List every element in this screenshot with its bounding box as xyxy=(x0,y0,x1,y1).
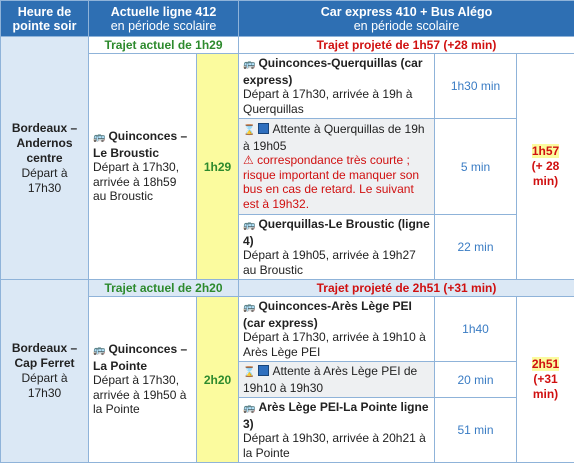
current-route: 🚌 Quinconces – La Pointe Départ à 17h30, arrivée à 19h50 à la Pointe xyxy=(89,297,197,463)
bus-stop-icon xyxy=(258,365,269,376)
projected-total: 2h51 (+31 min) xyxy=(517,297,574,463)
current-total: 2h20 xyxy=(197,297,239,463)
header-projected: Car express 410 + Bus Alégo en période scolaire xyxy=(239,1,574,37)
projected-total: 1h57 (+ 28 min) xyxy=(517,54,574,280)
leg-duration: 22 min xyxy=(435,215,517,280)
current-trip-label: Trajet actuel de 2h20 xyxy=(89,280,239,297)
leg-bus: 🚌 Arès Lège PEI-La Pointe ligne 3) Départ à 19h30, arrivée à 20h21 à la Pointe xyxy=(239,398,435,463)
leg-express: 🚌 Quinconces-Arès Lège PEI (car express) Départ à 17h30, arrivée à 19h10 à Arès Lège PEI xyxy=(239,297,435,362)
bus-icon: 🚌 xyxy=(93,131,105,146)
leg-duration: 51 min xyxy=(435,398,517,463)
bus-icon: 🚌 xyxy=(243,301,255,316)
leg-duration: 20 min xyxy=(435,362,517,398)
current-total: 1h29 xyxy=(197,54,239,280)
bus-icon: 🚌 xyxy=(93,344,105,359)
leg-duration: 1h40 xyxy=(435,297,517,362)
leg-bus: 🚌 Querquillas-Le Broustic (ligne 4) Départ à 19h05, arrivée à 19h27 au Broustic xyxy=(239,215,435,280)
header-current: Actuelle ligne 412 en période scolaire xyxy=(89,1,239,37)
hourglass-icon: ⌛ xyxy=(243,366,255,381)
hourglass-icon: ⌛ xyxy=(243,124,255,139)
leg-express: 🚌 Quinconces-Querquillas (car express) Départ à 17h30, arrivée à 19h à Querquillas xyxy=(239,54,435,119)
bus-icon: 🚌 xyxy=(243,58,255,73)
leg-duration: 5 min xyxy=(435,119,517,215)
leg-wait: ⌛ Attente à Querquillas de 19h à 19h05 ⚠ correspondance très courte ; risque important de manquer son bus en cas de retard. Le suivant est à 19h32. xyxy=(239,119,435,215)
bus-icon: 🚌 xyxy=(243,402,255,417)
projected-trip-label: Trajet projeté de 2h51 (+31 min) xyxy=(239,280,574,297)
leg-wait: ⌛ Attente à Arès Lège PEI de 19h10 à 19h30 xyxy=(239,362,435,398)
current-trip-label: Trajet actuel de 1h29 xyxy=(89,37,239,54)
pointe-andernos: Bordeaux – Andernos centre Départ à 17h30 xyxy=(1,37,89,280)
bus-icon: 🚌 xyxy=(243,219,255,234)
bus-stop-icon xyxy=(258,123,269,134)
leg-duration: 1h30 min xyxy=(435,54,517,119)
projected-trip-label: Trajet projeté de 1h57 (+28 min) xyxy=(239,37,574,54)
pointe-cap-ferret: Bordeaux – Cap Ferret Départ à 17h30 xyxy=(1,280,89,463)
header-pointe: Heure de pointe soir xyxy=(1,1,89,37)
current-route: 🚌 Quinconces – Le Broustic Départ à 17h30, arrivée à 18h59 au Broustic xyxy=(89,54,197,280)
warning-icon: ⚠ xyxy=(243,153,254,167)
